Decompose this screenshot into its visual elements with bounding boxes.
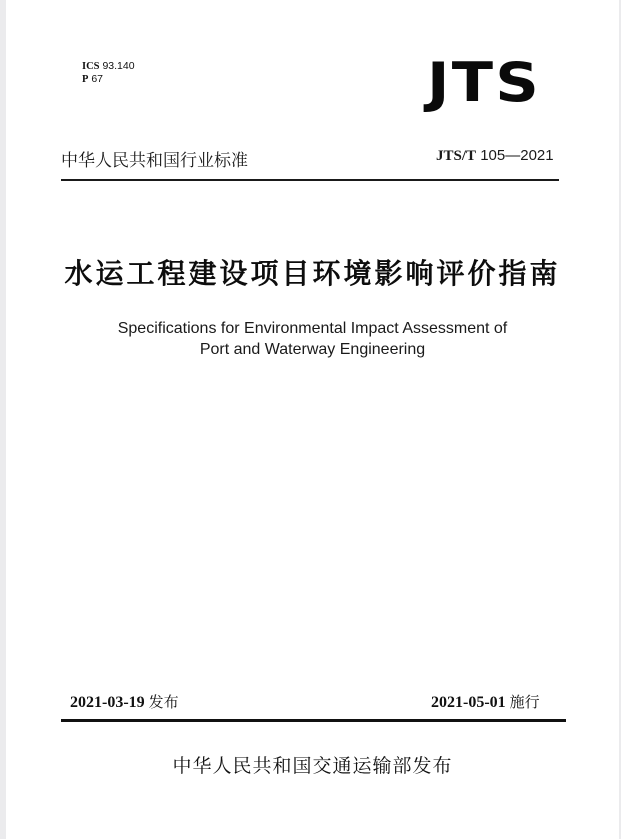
footer-divider <box>61 719 566 722</box>
issue-date <box>70 691 179 712</box>
jts-logo: JTS <box>427 51 542 114</box>
classification-codes <box>82 60 135 86</box>
implementation-label: 施行 <box>509 693 540 711</box>
ics-label: ICS <box>82 61 100 72</box>
standard-code: 105—2021 <box>480 147 554 164</box>
title-english-line1: Specifications for Environmental Impact Assessment of <box>117 320 508 337</box>
p-code: 67 <box>91 73 104 85</box>
issue-date-value: 2021-03-19 <box>70 694 145 711</box>
header-divider <box>61 179 559 181</box>
publisher: 中华人民共和国交通运输部发布 <box>172 755 453 777</box>
standard-number <box>436 147 554 165</box>
ics-code: 93.140 <box>102 60 135 72</box>
implementation-date-value: 2021-05-01 <box>431 694 506 711</box>
title-chinese: 水运工程建设项目环境影响评价指南 <box>64 257 561 290</box>
document-cover-page <box>6 0 619 839</box>
implementation-date <box>431 691 540 712</box>
industry-standard-label: 中华人民共和国行业标准 <box>61 151 248 171</box>
title-english <box>6 318 619 360</box>
issue-label: 发布 <box>148 693 179 711</box>
p-label: P <box>82 74 89 85</box>
title-english-line2: Port and Waterway Engineering <box>199 341 426 358</box>
standard-prefix: JTS/T <box>436 148 477 164</box>
